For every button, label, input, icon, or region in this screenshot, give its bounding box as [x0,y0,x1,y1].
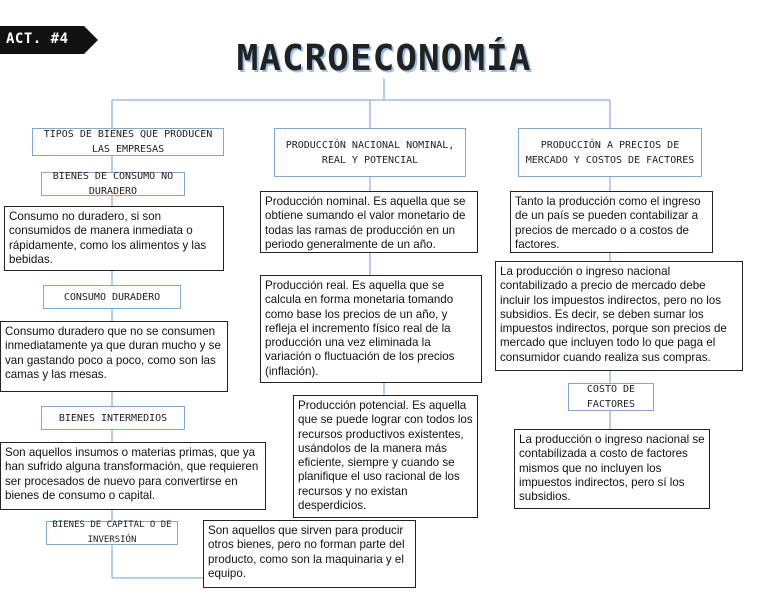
text-bienes-de-capital: Son aquellos que sirven para producir otros bienes, pero no forman parte del producto, como son la maquinaria y el equipo. [203,520,416,588]
text-bienes-intermedios: Son aquellos insumos o materias primas, que ya han sufrido alguna transformación, que requieren ser procesados de nuevo para convertirse en bienes de consumo o capital. [0,442,266,510]
header-precios-de-mercado: PRODUCCIÓN A PRECIOS DE MERCADO Y COSTOS DE FACTORES [518,128,702,177]
text-costo-de-factores: La producción o ingreso nacional se contabilizada a costo de factores mismos que no incluyen los impuestos indirectos, pero sí los subsidios. [514,429,710,509]
header-produccion-nacional: PRODUCCIÓN NACIONAL NOMINAL, REAL Y POTENCIAL [274,128,466,177]
label-consumo-duradero: CONSUMO DURADERO [43,285,181,309]
text-precios-mercado-intro: Tanto la producción como el ingreso de un país se pueden contabilizar a precios de mercado o a costos de factores. [510,191,713,253]
text-produccion-nominal: Producción nominal. Es aquella que se obtiene sumando el valor monetario de todas las ramas de producción en un periodo generalmente de un año. [260,191,478,253]
text-precio-de-mercado: La producción o ingreso nacional contabilizado a precio de mercado debe incluir los impuestos indirectos, pero no los subsidios. Es decir, se deben sumar los impuestos indirectos, porque son precios de mercado que incluyen todo lo que paga el consumidor cuando realiza sus compras. [495,261,743,371]
label-bienes-intermedios: BIENES INTERMEDIOS [41,406,185,430]
label-costo-de-factores: COSTO DE FACTORES [568,383,654,411]
badge-label: ACT. #4 [6,31,69,47]
label-bienes-de-capital: BIENES DE CAPITAL O DE INVERSIÓN [46,521,178,545]
text-produccion-real: Producción real. Es aquella que se calcula en forma monetaria tomando como base los precios de un año, y refleja el incremento físico real de la producción una vez eliminada la variación o fluctuación de los precios (inflación). [260,275,482,383]
text-consumo-duradero: Consumo duradero que no se consumen inmediatamente ya que duran mucho y se van gastando poco a poco, como son las camas y las mesas. [0,321,228,392]
label-consumo-no-duradero: BIENES DE CONSUMO NO DURADERO [41,172,185,196]
page-title: MACROECONOMÍA [236,38,532,79]
text-consumo-no-duradero: Consumo no duradero, si son consumidos de manera inmediata o rápidamente, como los alimentos y las bebidas. [4,206,224,271]
header-tipos-de-bienes: TIPOS DE BIENES QUE PRODUCEN LAS EMPRESAS [32,128,224,156]
text-produccion-potencial: Producción potencial. Es aquella que se puede lograr con todos los recursos productivos existentes, usándolos de la manera más eficiente, siempre y cuando se planifique el uso racional de los recursos y no existan desperdicios. [293,395,478,518]
